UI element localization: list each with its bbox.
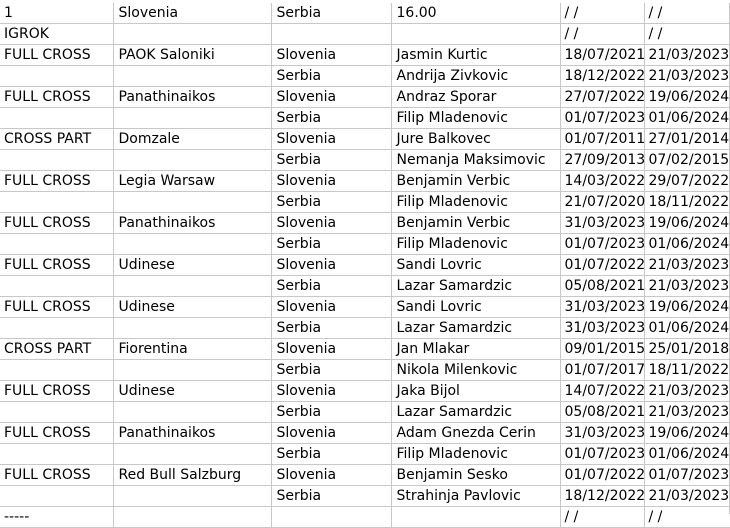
player-cell[interactable]: Jaka Bijol xyxy=(391,381,560,402)
country-cell[interactable] xyxy=(271,507,391,528)
player-cell[interactable] xyxy=(391,507,560,528)
to-date-cell[interactable]: 19/06/2024 xyxy=(644,87,730,108)
country-cell[interactable]: Slovenia xyxy=(271,87,391,108)
table-row[interactable] xyxy=(0,234,730,255)
table-row[interactable] xyxy=(0,318,730,339)
club-cell[interactable]: Udinese xyxy=(113,297,271,318)
player-cell[interactable]: Sandi Lovric xyxy=(391,297,560,318)
country-cell[interactable]: Slovenia xyxy=(271,339,391,360)
from-date-cell[interactable]: 21/07/2020 xyxy=(560,192,644,213)
country-cell[interactable]: Serbia xyxy=(271,234,391,255)
from-date-cell[interactable]: 31/03/2023 xyxy=(560,423,644,444)
from-date-cell[interactable]: 14/03/2022 xyxy=(560,171,644,192)
table-row[interactable] xyxy=(0,507,730,528)
player-cell[interactable]: Lazar Samardzic xyxy=(391,318,560,339)
to-date-cell[interactable]: 21/03/2023 xyxy=(644,45,730,66)
player-cell[interactable]: Filip Mladenovic xyxy=(391,108,560,129)
country-cell[interactable]: Serbia xyxy=(271,150,391,171)
from-date-cell[interactable]: 01/07/2022 xyxy=(560,255,644,276)
to-date-cell[interactable]: 01/06/2024 xyxy=(644,234,730,255)
club-cell[interactable]: Domzale xyxy=(113,129,271,150)
table-row[interactable] xyxy=(0,276,730,297)
from-date-cell[interactable]: 01/07/2017 xyxy=(560,360,644,381)
to-date-cell[interactable]: 21/03/2023 xyxy=(644,66,730,87)
to-date-cell[interactable]: 27/01/2014 xyxy=(644,129,730,150)
type-cell[interactable]: ----- xyxy=(0,507,113,528)
from-date-cell[interactable]: / / xyxy=(560,507,644,528)
from-date-cell[interactable]: 31/03/2023 xyxy=(560,213,644,234)
club-cell[interactable]: PAOK Saloniki xyxy=(113,45,271,66)
country-cell[interactable]: Slovenia xyxy=(271,255,391,276)
type-cell[interactable]: FULL CROSS xyxy=(0,213,113,234)
country-cell[interactable]: Slovenia xyxy=(271,381,391,402)
table-row[interactable] xyxy=(0,402,730,423)
from-date-cell[interactable]: 27/09/2013 xyxy=(560,150,644,171)
player-cell[interactable]: Benjamin Verbic xyxy=(391,213,560,234)
type-cell[interactable] xyxy=(0,150,113,171)
club-cell[interactable] xyxy=(113,192,271,213)
from-date-cell[interactable]: 27/07/2022 xyxy=(560,87,644,108)
type-cell[interactable]: FULL CROSS xyxy=(0,297,113,318)
club-cell[interactable] xyxy=(113,276,271,297)
type-cell[interactable]: FULL CROSS xyxy=(0,423,113,444)
table-row[interactable] xyxy=(0,171,730,192)
club-cell[interactable] xyxy=(113,486,271,507)
club-cell[interactable]: Legia Warsaw xyxy=(113,171,271,192)
table-row[interactable] xyxy=(0,192,730,213)
type-cell[interactable] xyxy=(0,402,113,423)
player-cell[interactable]: Nikola Milenkovic xyxy=(391,360,560,381)
club-cell[interactable]: Panathinaikos xyxy=(113,423,271,444)
from-date-cell[interactable]: / / xyxy=(560,24,644,45)
country-cell[interactable]: Serbia xyxy=(271,192,391,213)
club-cell[interactable]: Udinese xyxy=(113,255,271,276)
to-date-cell[interactable]: 21/03/2023 xyxy=(644,276,730,297)
from-date-cell[interactable]: 01/07/2023 xyxy=(560,444,644,465)
to-date-cell[interactable]: / / xyxy=(644,507,730,528)
country-cell[interactable]: Serbia xyxy=(271,3,391,24)
club-cell[interactable] xyxy=(113,444,271,465)
player-cell[interactable]: Filip Mladenovic xyxy=(391,444,560,465)
to-date-cell[interactable]: / / xyxy=(644,3,730,24)
from-date-cell[interactable]: 01/07/2011 xyxy=(560,129,644,150)
club-cell[interactable] xyxy=(113,108,271,129)
table-row[interactable] xyxy=(0,444,730,465)
player-cell[interactable]: Filip Mladenovic xyxy=(391,234,560,255)
table-row[interactable] xyxy=(0,297,730,318)
player-cell[interactable]: Andraz Sporar xyxy=(391,87,560,108)
country-cell[interactable]: Serbia xyxy=(271,108,391,129)
type-cell[interactable] xyxy=(0,108,113,129)
to-date-cell[interactable]: 01/06/2024 xyxy=(644,318,730,339)
country-cell[interactable]: Slovenia xyxy=(271,45,391,66)
table-row[interactable] xyxy=(0,339,730,360)
club-cell[interactable] xyxy=(113,360,271,381)
player-cell[interactable]: Jure Balkovec xyxy=(391,129,560,150)
type-cell[interactable] xyxy=(0,234,113,255)
table-row[interactable] xyxy=(0,381,730,402)
to-date-cell[interactable]: 19/06/2024 xyxy=(644,297,730,318)
from-date-cell[interactable]: 01/07/2023 xyxy=(560,234,644,255)
player-cell[interactable]: Andrija Zivkovic xyxy=(391,66,560,87)
type-cell[interactable]: FULL CROSS xyxy=(0,381,113,402)
table-row[interactable] xyxy=(0,465,730,486)
type-cell[interactable] xyxy=(0,486,113,507)
to-date-cell[interactable]: 07/02/2015 xyxy=(644,150,730,171)
table-row[interactable] xyxy=(0,66,730,87)
table-row[interactable] xyxy=(0,360,730,381)
player-cell[interactable]: Sandi Lovric xyxy=(391,255,560,276)
to-date-cell[interactable]: 21/03/2023 xyxy=(644,381,730,402)
table-row[interactable] xyxy=(0,87,730,108)
club-cell[interactable] xyxy=(113,66,271,87)
player-cell[interactable]: Jan Mlakar xyxy=(391,339,560,360)
table-row[interactable] xyxy=(0,486,730,507)
country-cell[interactable]: Slovenia xyxy=(271,129,391,150)
club-cell[interactable] xyxy=(113,507,271,528)
grid-body xyxy=(0,3,730,528)
from-date-cell[interactable]: 01/07/2022 xyxy=(560,465,644,486)
country-cell[interactable]: Serbia xyxy=(271,276,391,297)
type-cell[interactable]: FULL CROSS xyxy=(0,87,113,108)
player-cell[interactable]: Benjamin Verbic xyxy=(391,171,560,192)
to-date-cell[interactable]: 19/06/2024 xyxy=(644,213,730,234)
from-date-cell[interactable]: 09/01/2015 xyxy=(560,339,644,360)
to-date-cell[interactable]: 18/11/2022 xyxy=(644,360,730,381)
club-cell[interactable] xyxy=(113,24,271,45)
club-cell[interactable] xyxy=(113,402,271,423)
table-row[interactable] xyxy=(0,423,730,444)
player-cell[interactable]: Lazar Samardzic xyxy=(391,276,560,297)
club-cell[interactable] xyxy=(113,150,271,171)
club-cell[interactable]: Slovenia xyxy=(113,3,271,24)
country-cell[interactable]: Slovenia xyxy=(271,465,391,486)
table-row[interactable] xyxy=(0,24,730,45)
type-cell[interactable]: FULL CROSS xyxy=(0,171,113,192)
country-cell[interactable]: Serbia xyxy=(271,486,391,507)
country-cell[interactable]: Slovenia xyxy=(271,423,391,444)
country-cell[interactable]: Serbia xyxy=(271,360,391,381)
player-cell[interactable]: Adam Gnezda Cerin xyxy=(391,423,560,444)
type-cell[interactable]: CROSS PART xyxy=(0,129,113,150)
from-date-cell[interactable]: 14/07/2022 xyxy=(560,381,644,402)
player-cell[interactable]: Filip Mladenovic xyxy=(391,192,560,213)
to-date-cell[interactable]: 18/11/2022 xyxy=(644,192,730,213)
type-cell[interactable]: FULL CROSS xyxy=(0,45,113,66)
type-cell[interactable] xyxy=(0,360,113,381)
table-row[interactable] xyxy=(0,3,730,24)
from-date-cell[interactable]: / / xyxy=(560,3,644,24)
to-date-cell[interactable]: / / xyxy=(644,24,730,45)
to-date-cell[interactable]: 01/07/2023 xyxy=(644,465,730,486)
player-cell[interactable]: Benjamin Sesko xyxy=(391,465,560,486)
player-cell[interactable] xyxy=(391,24,560,45)
from-date-cell[interactable]: 05/08/2021 xyxy=(560,276,644,297)
club-cell[interactable]: Fiorentina xyxy=(113,339,271,360)
from-date-cell[interactable]: 31/03/2023 xyxy=(560,297,644,318)
type-cell[interactable] xyxy=(0,276,113,297)
to-date-cell[interactable]: 01/06/2024 xyxy=(644,108,730,129)
to-date-cell[interactable]: 21/03/2023 xyxy=(644,486,730,507)
type-cell[interactable] xyxy=(0,66,113,87)
country-cell[interactable]: Slovenia xyxy=(271,213,391,234)
data-grid xyxy=(0,3,730,528)
from-date-cell[interactable]: 18/12/2022 xyxy=(560,66,644,87)
type-cell[interactable] xyxy=(0,444,113,465)
country-cell[interactable]: Slovenia xyxy=(271,171,391,192)
from-date-cell[interactable]: 05/08/2021 xyxy=(560,402,644,423)
table-row[interactable] xyxy=(0,45,730,66)
to-date-cell[interactable]: 29/07/2022 xyxy=(644,171,730,192)
country-cell[interactable]: Serbia xyxy=(271,402,391,423)
to-date-cell[interactable]: 21/03/2023 xyxy=(644,255,730,276)
club-cell[interactable] xyxy=(113,318,271,339)
table-row[interactable] xyxy=(0,108,730,129)
country-cell[interactable]: Slovenia xyxy=(271,297,391,318)
country-cell[interactable]: Serbia xyxy=(271,66,391,87)
type-cell[interactable]: FULL CROSS xyxy=(0,465,113,486)
type-cell[interactable] xyxy=(0,318,113,339)
to-date-cell[interactable]: 21/03/2023 xyxy=(644,402,730,423)
from-date-cell[interactable]: 18/12/2022 xyxy=(560,486,644,507)
type-cell[interactable]: IGROK xyxy=(0,24,113,45)
from-date-cell[interactable]: 18/07/2021 xyxy=(560,45,644,66)
club-cell[interactable] xyxy=(113,234,271,255)
type-cell[interactable]: FULL CROSS xyxy=(0,255,113,276)
country-cell[interactable] xyxy=(271,24,391,45)
from-date-cell[interactable]: 01/07/2023 xyxy=(560,108,644,129)
table-row[interactable] xyxy=(0,129,730,150)
table-row[interactable] xyxy=(0,213,730,234)
player-cell[interactable]: 16.00 xyxy=(391,3,560,24)
type-cell[interactable]: 1 xyxy=(0,3,113,24)
club-cell[interactable]: Panathinaikos xyxy=(113,213,271,234)
to-date-cell[interactable]: 01/06/2024 xyxy=(644,444,730,465)
to-date-cell[interactable]: 25/01/2018 xyxy=(644,339,730,360)
from-date-cell[interactable]: 31/03/2023 xyxy=(560,318,644,339)
player-cell[interactable]: Strahinja Pavlovic xyxy=(391,486,560,507)
country-cell[interactable]: Serbia xyxy=(271,318,391,339)
to-date-cell[interactable]: 19/06/2024 xyxy=(644,423,730,444)
type-cell[interactable] xyxy=(0,192,113,213)
type-cell[interactable]: CROSS PART xyxy=(0,339,113,360)
table-row[interactable] xyxy=(0,150,730,171)
club-cell[interactable]: Udinese xyxy=(113,381,271,402)
player-cell[interactable]: Jasmin Kurtic xyxy=(391,45,560,66)
country-cell[interactable]: Serbia xyxy=(271,444,391,465)
player-cell[interactable]: Nemanja Maksimovic xyxy=(391,150,560,171)
club-cell[interactable]: Red Bull Salzburg xyxy=(113,465,271,486)
table-row[interactable] xyxy=(0,255,730,276)
player-cell[interactable]: Lazar Samardzic xyxy=(391,402,560,423)
club-cell[interactable]: Panathinaikos xyxy=(113,87,271,108)
